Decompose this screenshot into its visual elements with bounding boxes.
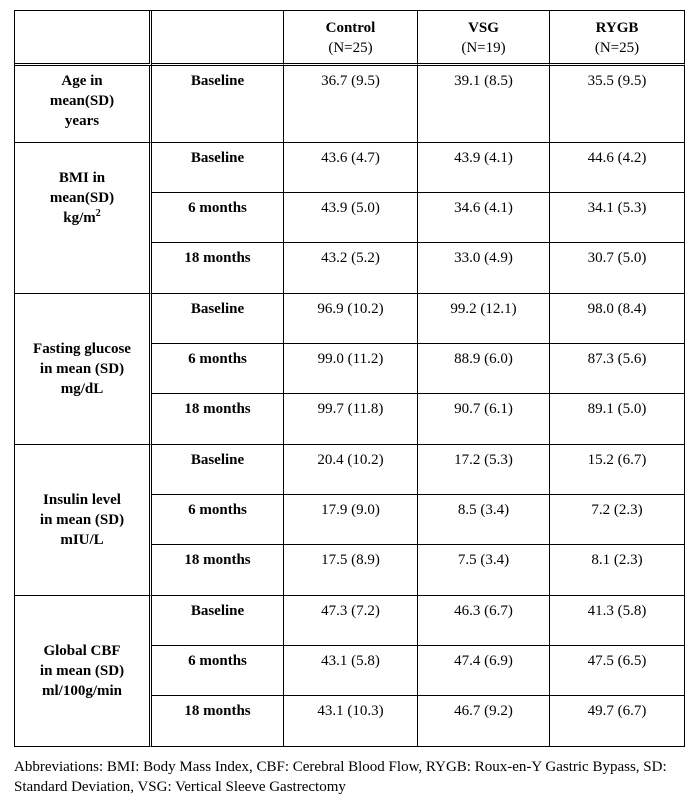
group-label-line: in mean (SD) [39,361,125,377]
value-cell: 89.1 (5.0) [550,394,685,445]
value-cell: 43.2 (5.2) [284,243,418,294]
column-header-control [284,11,418,66]
value-cell: 46.3 (6.7) [418,596,550,646]
timepoint-cell: 6 months [152,344,284,394]
column-header-n: (N=19) [461,40,506,56]
group-label-line: mean(SD) [49,190,115,206]
value-cell: 17.2 (5.3) [418,445,550,495]
timepoint-cell: 18 months [152,394,284,445]
superscript: 2 [95,208,101,219]
value-cell: 46.7 (9.2) [418,696,550,747]
value-cell: 8.5 (3.4) [418,495,550,545]
table-row [15,445,685,495]
timepoint-cell: Baseline [152,596,284,646]
value-cell: 33.0 (4.9) [418,243,550,294]
value-cell: 17.9 (9.0) [284,495,418,545]
abbreviations-footnote: Abbreviations: BMI: Body Mass Index, CBF: Cerebral Blood Flow, RYGB: Roux-en-Y Gastric Bypass, SD: Standard Deviation, VSG: Vertical Sleeve Gastrectomy [14,759,667,795]
value-cell: 36.7 (9.5) [284,66,418,143]
value-cell: 43.1 (5.8) [284,646,418,696]
column-header-n: (N=25) [328,40,373,56]
group-label-age [15,66,152,143]
group-label-bmi [15,143,152,294]
value-cell: 7.5 (3.4) [418,545,550,596]
column-header-name: VSG [468,20,499,36]
value-cell: 15.2 (6.7) [550,445,685,495]
data-table [14,10,685,747]
data-table-container [14,10,685,747]
table-row [15,596,685,646]
value-cell: 20.4 (10.2) [284,445,418,495]
group-label-line: BMI in [58,170,106,186]
value-cell: 35.5 (9.5) [550,66,685,143]
timepoint-cell: Baseline [152,66,284,143]
group-label-line: mIU/L [60,532,104,548]
group-label-line: Insulin level [43,492,121,508]
value-cell: 34.1 (5.3) [550,193,685,243]
column-header-vsg [418,11,550,66]
group-label-line: in mean (SD) [39,512,125,528]
table-row [15,294,685,344]
value-cell: 7.2 (2.3) [550,495,685,545]
group-label-line: mg/dL [60,381,104,397]
value-cell: 41.3 (5.8) [550,596,685,646]
group-label-line: ml/100g/min [41,683,122,699]
timepoint-cell: 18 months [152,696,284,747]
value-cell: 34.6 (4.1) [418,193,550,243]
value-cell: 47.4 (6.9) [418,646,550,696]
value-cell: 99.7 (11.8) [284,394,418,445]
group-label-line: Global CBF [43,643,121,659]
group-label-line: Fasting glucose [33,341,131,357]
group-label-line: years [64,113,100,129]
header-blank-cell [15,11,152,66]
timepoint-cell: 6 months [152,193,284,243]
header-row [15,11,685,66]
timepoint-cell: Baseline [152,143,284,193]
group-label-line: $kg/m^2$ [63,208,101,226]
timepoint-cell: 6 months [152,646,284,696]
table-row [15,143,685,193]
value-cell: 47.5 (6.5) [550,646,685,696]
column-header-n: (N=25) [594,40,640,56]
value-cell: 96.9 (10.2) [284,294,418,344]
header-blank-cell [152,11,284,66]
value-cell: 17.5 (8.9) [284,545,418,596]
value-cell: 43.9 (5.0) [284,193,418,243]
value-cell: 8.1 (2.3) [550,545,685,596]
value-cell: 99.0 (11.2) [284,344,418,394]
value-cell: 43.6 (4.7) [284,143,418,193]
value-cell: 99.2 (12.1) [418,294,550,344]
group-label-insulin [15,445,152,596]
timepoint-cell: Baseline [152,294,284,344]
value-cell: 43.1 (10.3) [284,696,418,747]
timepoint-cell: Baseline [152,445,284,495]
table-row [15,66,685,143]
group-label-global-cbf [15,596,152,747]
group-label-fasting-glucose [15,294,152,445]
timepoint-cell: 18 months [152,545,284,596]
value-cell: 30.7 (5.0) [550,243,685,294]
value-cell: 87.3 (5.6) [550,344,685,394]
column-header-name: Control [325,20,376,36]
group-label-line: mean(SD) [49,93,115,109]
group-label-line: in mean (SD) [39,663,125,679]
value-cell: 88.9 (6.0) [418,344,550,394]
value-cell: 98.0 (8.4) [550,294,685,344]
value-cell: 43.9 (4.1) [418,143,550,193]
value-cell: 44.6 (4.2) [550,143,685,193]
value-cell: 47.3 (7.2) [284,596,418,646]
timepoint-cell: 6 months [152,495,284,545]
column-header-rygb [550,11,685,66]
column-header-name: RYGB [595,20,639,36]
group-label-line: Age in [61,73,103,89]
value-cell: 39.1 (8.5) [418,66,550,143]
timepoint-cell: 18 months [152,243,284,294]
value-cell: 49.7 (6.7) [550,696,685,747]
value-cell: 90.7 (6.1) [418,394,550,445]
